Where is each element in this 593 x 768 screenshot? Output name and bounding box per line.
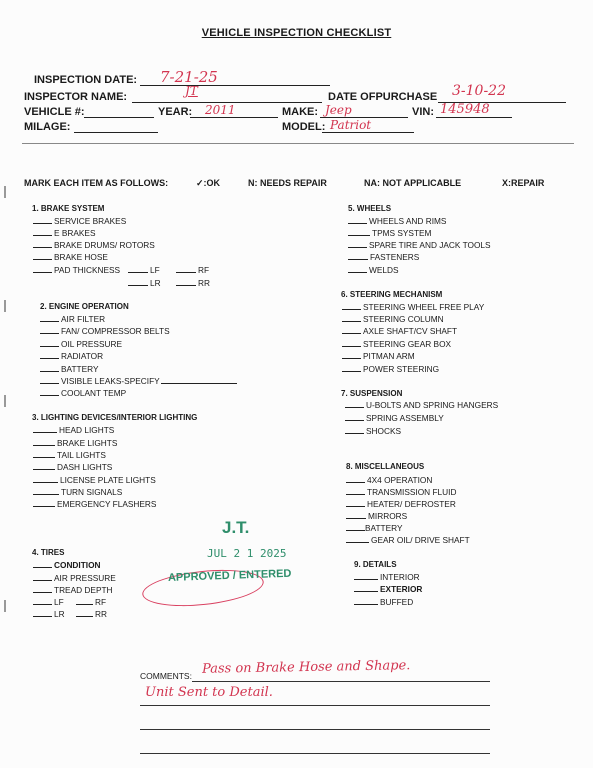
list-item: BRAKE HOSE bbox=[33, 252, 108, 262]
tire-rf: RF bbox=[76, 597, 106, 607]
list-item: TURN SIGNALS bbox=[33, 487, 122, 497]
comment-line-1 bbox=[192, 681, 490, 682]
list-item: E BRAKES bbox=[33, 228, 96, 238]
list-item: SPARE TIRE AND JACK TOOLS bbox=[348, 240, 491, 250]
list-item: TAIL LIGHTS bbox=[33, 450, 106, 460]
inspection-date-value: 7-21-25 bbox=[160, 68, 218, 86]
list-item: TREAD DEPTH bbox=[33, 585, 113, 595]
vin-label: VIN: bbox=[412, 106, 434, 118]
vehicle-line bbox=[84, 117, 154, 118]
list-item: SERVICE BRAKES bbox=[33, 216, 126, 226]
date-of-purchase-label: DATE OFPURCHASE bbox=[328, 91, 438, 103]
list-item: TRANSMISSION FLUID bbox=[346, 487, 456, 497]
year-value: 2011 bbox=[205, 103, 236, 117]
margin-mark bbox=[4, 395, 6, 407]
list-item: GEAR OIL/ DRIVE SHAFT bbox=[346, 535, 470, 545]
vehicle-label: VEHICLE #: bbox=[24, 106, 85, 118]
comment-line-4 bbox=[140, 753, 490, 754]
header-divider bbox=[22, 143, 574, 144]
year-label: YEAR: bbox=[158, 106, 193, 118]
pad-rf: RF bbox=[176, 265, 209, 275]
list-item: VISIBLE LEAKS-SPECIFY bbox=[40, 376, 239, 386]
list-item: EMERGENCY FLASHERS bbox=[33, 499, 156, 509]
inspector-name-label: INSPECTOR NAME: bbox=[24, 91, 128, 103]
section-tires-title: 4. TIRES bbox=[32, 548, 65, 557]
list-item: AIR FILTER bbox=[40, 314, 105, 324]
legend-repair: X:REPAIR bbox=[502, 178, 545, 188]
list-item: MIRRORS bbox=[346, 511, 407, 521]
stamp-date: JUL 2 1 2025 bbox=[207, 547, 287, 560]
margin-mark bbox=[4, 600, 6, 612]
section-engine-title: 2. ENGINE OPERATION bbox=[40, 302, 129, 311]
margin-mark bbox=[4, 186, 6, 198]
milage-line bbox=[74, 132, 158, 133]
section-lighting-title: 3. LIGHTING DEVICES/INTERIOR LIGHTING bbox=[32, 413, 198, 422]
list-item: SPRING ASSEMBLY bbox=[345, 413, 444, 423]
make-value: Jeep bbox=[325, 103, 352, 117]
list-item: BATTERY bbox=[346, 523, 403, 533]
legend-intro: MARK EACH ITEM AS FOLLOWS: bbox=[24, 178, 169, 188]
tire-lr: LR bbox=[33, 609, 65, 619]
section-details-title: 9. DETAILS bbox=[354, 560, 397, 569]
list-item: HEATER/ DEFROSTER bbox=[346, 499, 456, 509]
list-item: 4X4 OPERATION bbox=[346, 475, 432, 485]
list-item: OIL PRESSURE bbox=[40, 339, 122, 349]
page-title: VEHICLE INSPECTION CHECKLIST bbox=[201, 27, 392, 39]
milage-label: MILAGE: bbox=[24, 121, 71, 133]
comments-label: COMMENTS: bbox=[140, 671, 192, 681]
comment-line-3 bbox=[140, 729, 490, 730]
stamp-approved: APPROVED / ENTERED bbox=[167, 567, 292, 584]
make-label: MAKE: bbox=[282, 106, 319, 118]
stamp-initials: J.T. bbox=[222, 518, 250, 537]
model-label: MODEL: bbox=[282, 121, 326, 133]
list-item: COOLANT TEMP bbox=[40, 388, 126, 398]
legend-ok: ✓:OK bbox=[196, 178, 221, 188]
comment-line-2 bbox=[140, 705, 490, 706]
year-line bbox=[190, 117, 278, 118]
list-item: WELDS bbox=[348, 265, 399, 275]
pad-lr: LR bbox=[128, 278, 161, 288]
list-item: INTERIOR bbox=[354, 572, 420, 582]
list-item: AIR PRESSURE bbox=[33, 573, 116, 583]
pad-lf: LF bbox=[128, 265, 160, 275]
list-item: SHOCKS bbox=[345, 426, 401, 436]
tire-rr: RR bbox=[76, 609, 107, 619]
pad-rr: RR bbox=[176, 278, 210, 288]
list-item: POWER STEERING bbox=[342, 364, 439, 374]
inspector-name-value: JT bbox=[185, 84, 198, 98]
list-item: BUFFED bbox=[354, 597, 413, 607]
margin-mark bbox=[4, 300, 6, 312]
list-item: U-BOLTS AND SPRING HANGERS bbox=[345, 400, 498, 410]
list-item: AXLE SHAFT/CV SHAFT bbox=[342, 326, 457, 336]
list-item: TPMS SYSTEM bbox=[348, 228, 431, 238]
legend-na: NA: NOT APPLICABLE bbox=[364, 178, 462, 188]
section-steering-title: 6. STEERING MECHANISM bbox=[341, 290, 443, 299]
model-value: Patriot bbox=[330, 118, 372, 132]
list-item: PAD THICKNESS bbox=[33, 265, 120, 275]
list-item: STEERING GEAR BOX bbox=[342, 339, 451, 349]
list-item: STEERING COLUMN bbox=[342, 314, 444, 324]
date-of-purchase-value: 3-10-22 bbox=[452, 83, 506, 99]
list-item: PITMAN ARM bbox=[342, 351, 415, 361]
tire-lf: LF bbox=[33, 597, 64, 607]
comment-text-2: Unit Sent to Detail. bbox=[145, 685, 273, 700]
comment-text-1: Pass on Brake Hose and Shape. bbox=[201, 658, 411, 677]
list-item: DASH LIGHTS bbox=[33, 462, 112, 472]
list-item: BATTERY bbox=[40, 364, 99, 374]
section-suspension-title: 7. SUSPENSION bbox=[341, 389, 403, 398]
vin-value: 145948 bbox=[440, 102, 490, 117]
inspection-date-label: INSPECTION DATE: bbox=[34, 74, 138, 86]
section-wheels-title: 5. WHEELS bbox=[348, 204, 392, 213]
list-item: CONDITION bbox=[33, 560, 101, 570]
list-item: FAN/ COMPRESSOR BELTS bbox=[40, 326, 170, 336]
list-item: HEAD LIGHTS bbox=[33, 425, 114, 435]
list-item: FASTENERS bbox=[348, 252, 419, 262]
list-item: RADIATOR bbox=[40, 351, 103, 361]
vin-line bbox=[436, 117, 512, 118]
section-misc-title: 8. MISCELLANEOUS bbox=[346, 462, 425, 471]
list-item: STEERING WHEEL FREE PLAY bbox=[342, 302, 484, 312]
list-item: BRAKE LIGHTS bbox=[33, 438, 117, 448]
list-item: BRAKE DRUMS/ ROTORS bbox=[33, 240, 155, 250]
list-item: LICENSE PLATE LIGHTS bbox=[33, 475, 156, 485]
model-line bbox=[322, 132, 414, 133]
legend-needs-repair: N: NEEDS REPAIR bbox=[248, 178, 327, 188]
list-item: WHEELS AND RIMS bbox=[348, 216, 446, 226]
section-brake-title: 1. BRAKE SYSTEM bbox=[32, 204, 105, 213]
list-item: EXTERIOR bbox=[354, 584, 422, 594]
